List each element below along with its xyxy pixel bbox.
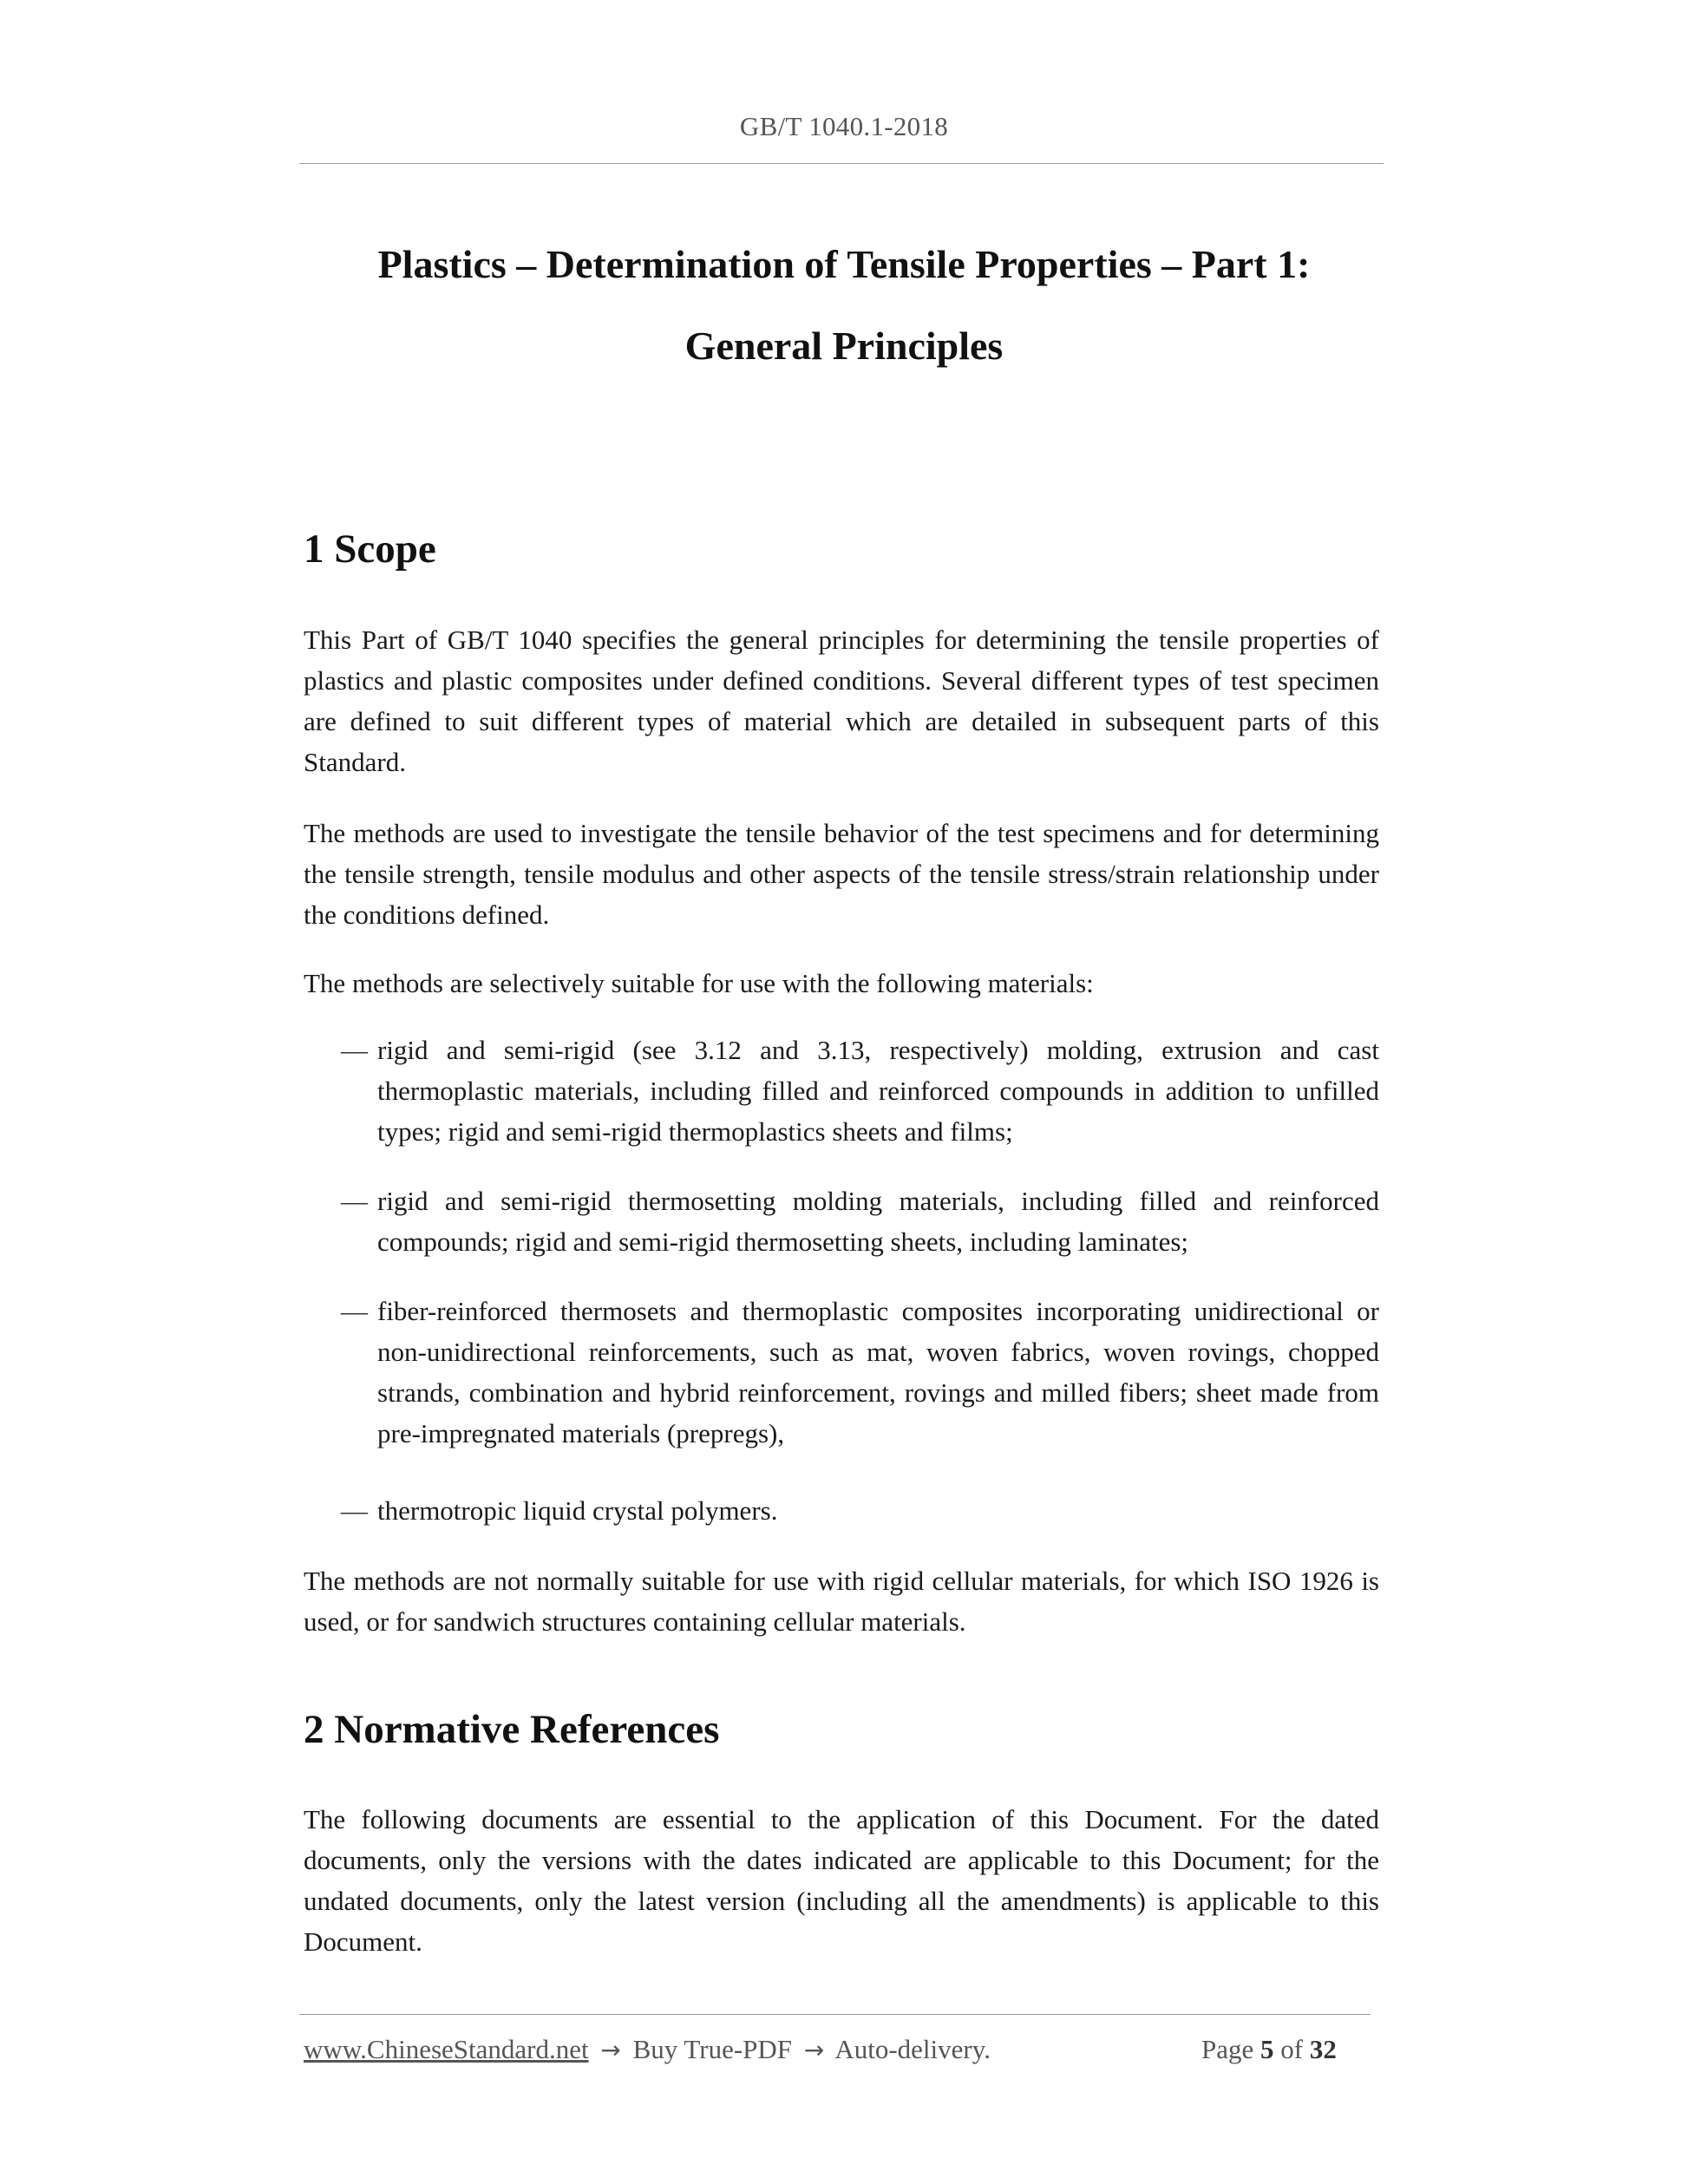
scope-paragraph-3: The methods are selectively suitable for use with the following materials: xyxy=(304,968,1094,998)
scope-paragraph-4: The methods are not normally suitable for use with rigid cellular materials, for which ISO 1926 is used, or for sandwich structures containing cellular materials. xyxy=(304,1566,1379,1637)
scope-paragraph-2: The methods are used to investigate the tensile behavior of the test specimens and for determining the tensile strength, tensile modulus and other aspects of the tensile stress/strain relationship under the conditions defined. xyxy=(304,818,1379,930)
list-item xyxy=(341,1030,1379,1152)
list-item-text: fiber-reinforced thermosets and thermoplastic composites incorporating unidirectional or non-unidirectional reinforcements, such as mat, woven fabrics, woven rovings, chopped strands, combination and hybrid reinforcement, rovings and milled fibers; sheet made from pre-impregnated materials (prepregs), xyxy=(377,1296,1379,1448)
header-divider xyxy=(299,163,1384,164)
footer-promo xyxy=(304,2034,991,2065)
footer-divider xyxy=(299,2014,1371,2015)
section-heading-normative-references: 2 Normative References xyxy=(304,1707,720,1752)
list-dash: — xyxy=(341,1495,368,1526)
document-title xyxy=(0,224,1688,387)
list-item xyxy=(341,1180,1379,1262)
page-total: 32 xyxy=(1309,2034,1337,2064)
normative-paragraph-1: The following documents are essential to the application of this Document. For the dated documents, only the versions with the dates indicated are applicable to this Document; for the undated documents, only the latest version (including all the amendments) is applicable to this Document. xyxy=(304,1804,1379,1957)
site-link[interactable]: www.ChineseStandard.net xyxy=(304,2034,589,2064)
list-dash: — xyxy=(341,1035,368,1065)
list-dash: — xyxy=(341,1296,368,1326)
page-label: Page xyxy=(1201,2034,1254,2064)
list-item-text: thermotropic liquid crystal polymers. xyxy=(377,1495,778,1526)
page-of: of xyxy=(1280,2034,1304,2064)
buy-pdf-text: Buy True-PDF xyxy=(632,2034,793,2064)
list-item-text: rigid and semi-rigid (see 3.12 and 3.13, respectively) molding, extrusion and cast thermoplastic materials, including filled and reinforced compounds in addition to unfilled types; rigid and semi-rigid thermoplastics sheets and films; xyxy=(377,1035,1379,1147)
list-dash: — xyxy=(341,1186,368,1216)
list-item xyxy=(341,1291,1379,1454)
page-number xyxy=(1201,2034,1337,2065)
document-title-line-1: Plastics – Determination of Tensile Properties – Part 1: xyxy=(377,242,1311,286)
header-doc-code: GB/T 1040.1-2018 xyxy=(739,111,949,141)
scope-paragraph-1: This Part of GB/T 1040 specifies the general principles for determining the tensile properties of plastics and plastic composites under defined conditions. Several different types of test specimen are defined to suit different types of material which are detailed in subsequent parts of this Standard. xyxy=(304,624,1379,777)
page-current: 5 xyxy=(1260,2034,1274,2064)
list-item xyxy=(341,1490,1379,1531)
arrow-right-icon: → xyxy=(803,2036,825,2064)
document-title-line-2: General Principles xyxy=(684,324,1004,368)
list-item-text: rigid and semi-rigid thermosetting molding materials, including filled and reinforced compounds; rigid and semi-rigid thermosetting sheets, including laminates; xyxy=(377,1186,1379,1257)
auto-delivery-text: Auto-delivery. xyxy=(834,2034,991,2064)
arrow-right-icon: → xyxy=(600,2036,621,2064)
section-heading-scope: 1 Scope xyxy=(304,526,436,572)
